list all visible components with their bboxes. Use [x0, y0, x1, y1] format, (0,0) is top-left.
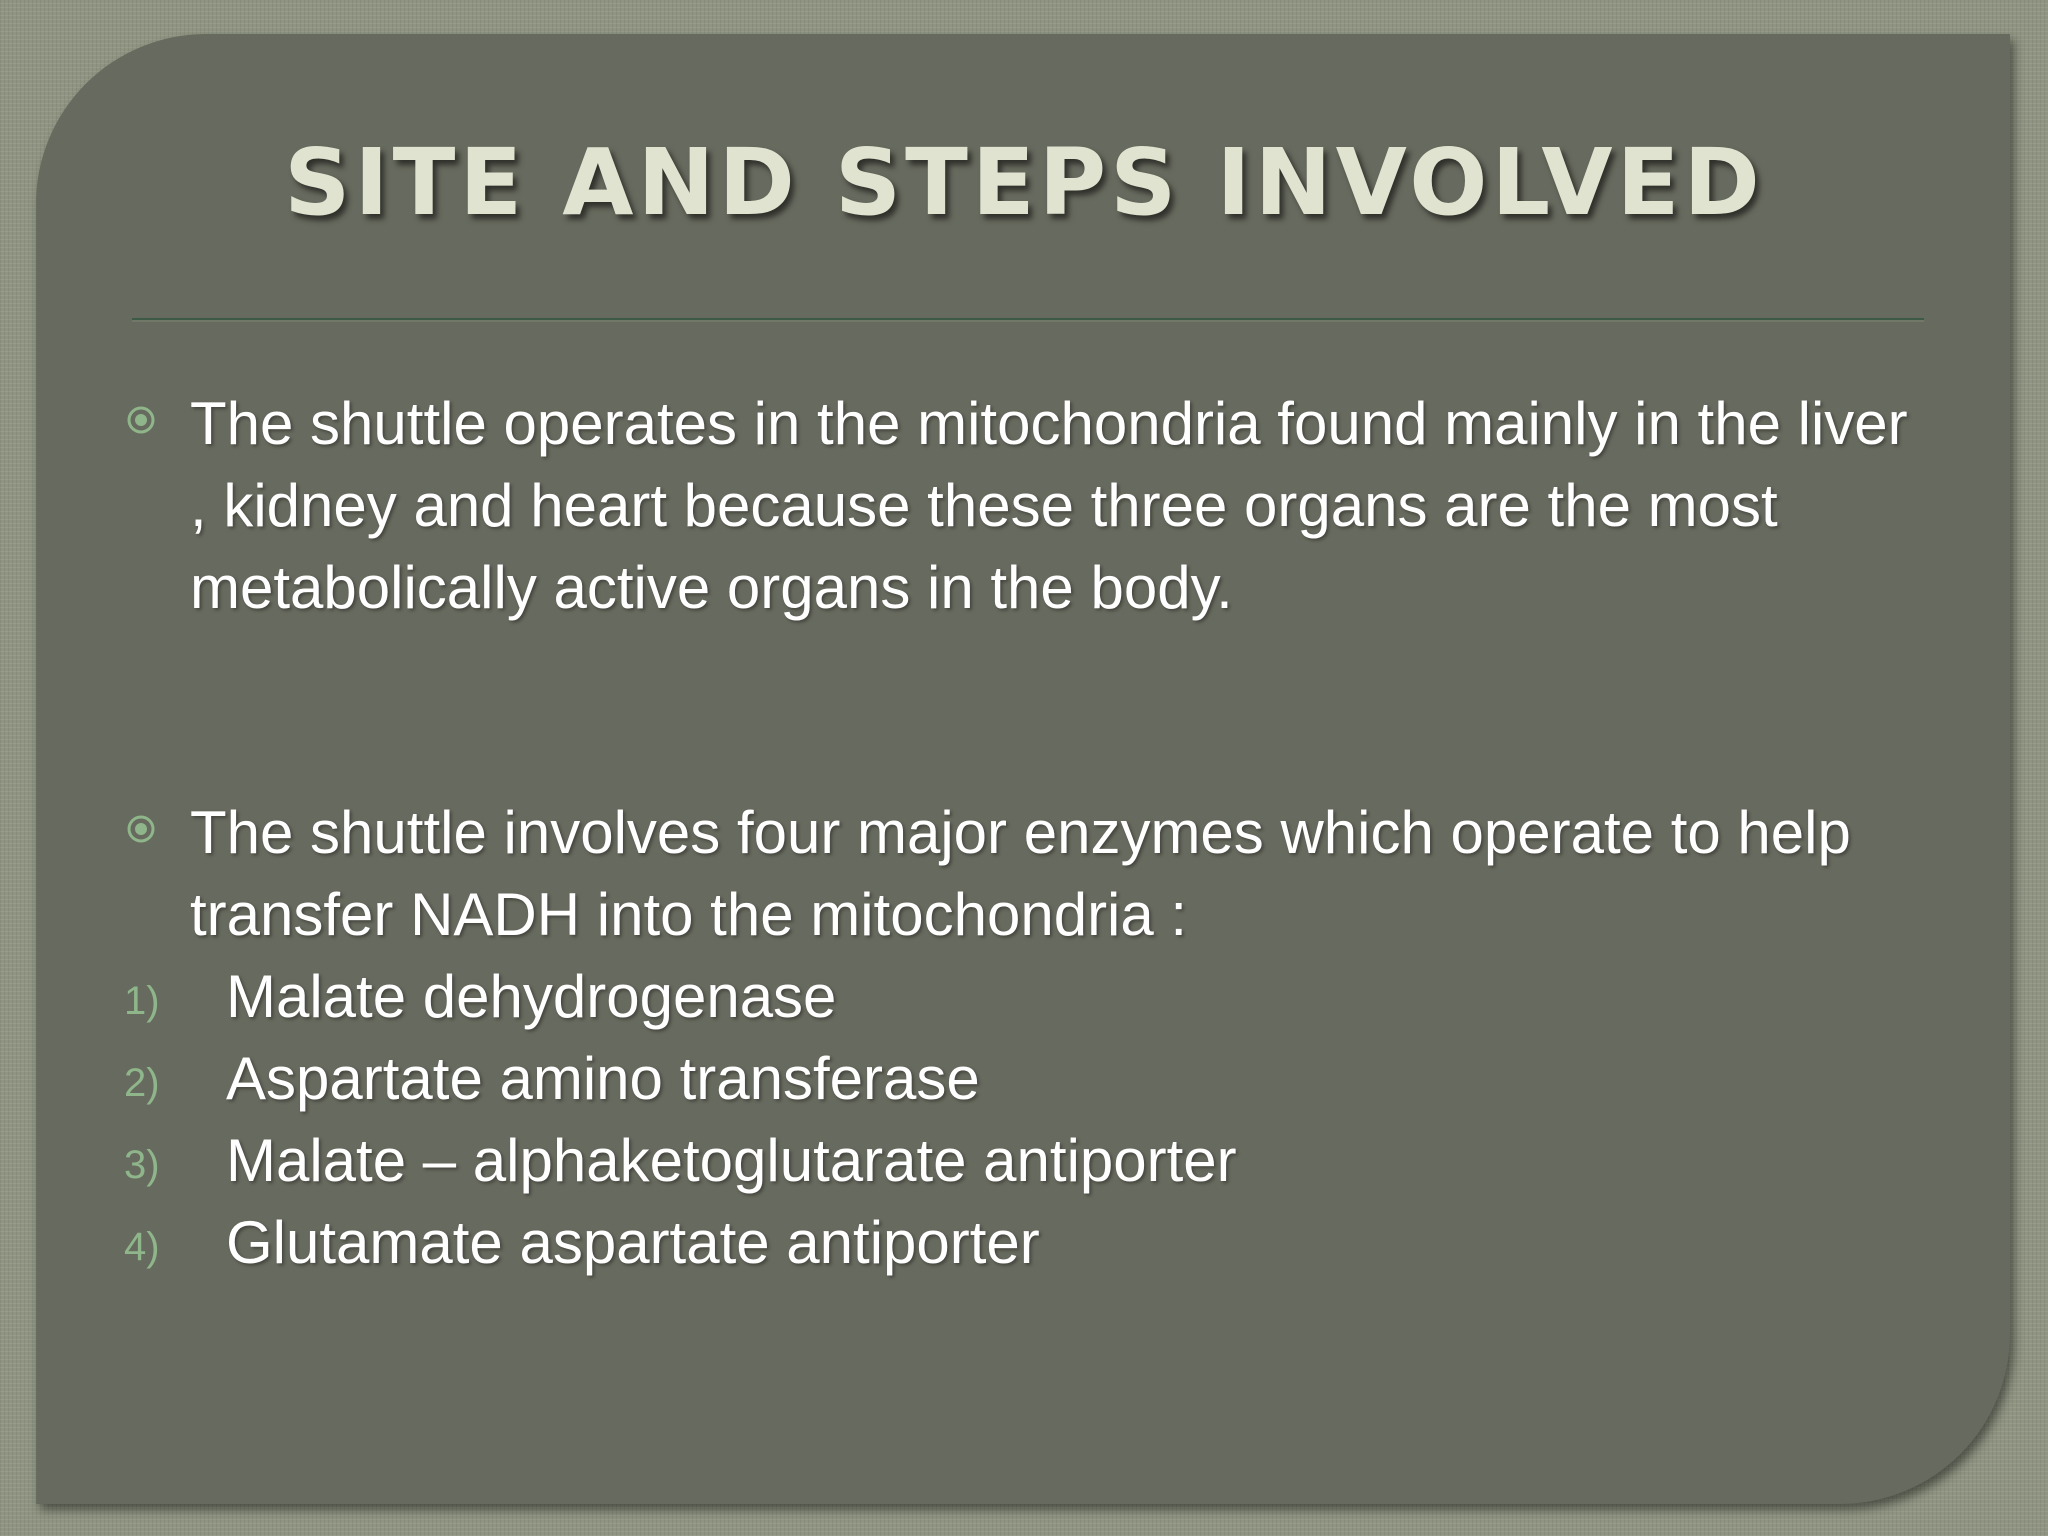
bullet-text: The shuttle operates in the mitochondria found mainly in the liver , kidney and heart because these three organs are the most metabolically active organs in the body.: [190, 390, 1908, 621]
enzyme-list-item: [124, 1038, 1824, 1120]
enzyme-name: Malate – alphaketoglutarate antiporter: [226, 1127, 1237, 1194]
list-number: 4): [124, 1225, 160, 1269]
bullet-item: [190, 383, 1910, 629]
circled-dot-bullet-icon: [126, 405, 156, 435]
enzyme-name: Aspartate amino transferase: [226, 1045, 980, 1112]
circled-dot-bullet-icon: [126, 814, 156, 844]
slide-title: SITE AND STEPS INVOLVED: [284, 129, 1764, 236]
enzyme-list-item: [124, 1120, 1824, 1202]
bullet-text: The shuttle involves four major enzymes which operate to help transfer NADH into the mitochondria :: [190, 799, 1851, 948]
enzyme-list-item: [124, 956, 1824, 1038]
list-number: 2): [124, 1061, 160, 1105]
title-divider: [132, 318, 1924, 320]
enzyme-name: Glutamate aspartate antiporter: [226, 1209, 1040, 1276]
enzyme-list-item: [124, 1202, 1824, 1284]
list-number: 1): [124, 979, 160, 1023]
list-number: 3): [124, 1143, 160, 1187]
enzyme-name: Malate dehydrogenase: [226, 963, 837, 1030]
bullet-item: [190, 792, 1910, 956]
